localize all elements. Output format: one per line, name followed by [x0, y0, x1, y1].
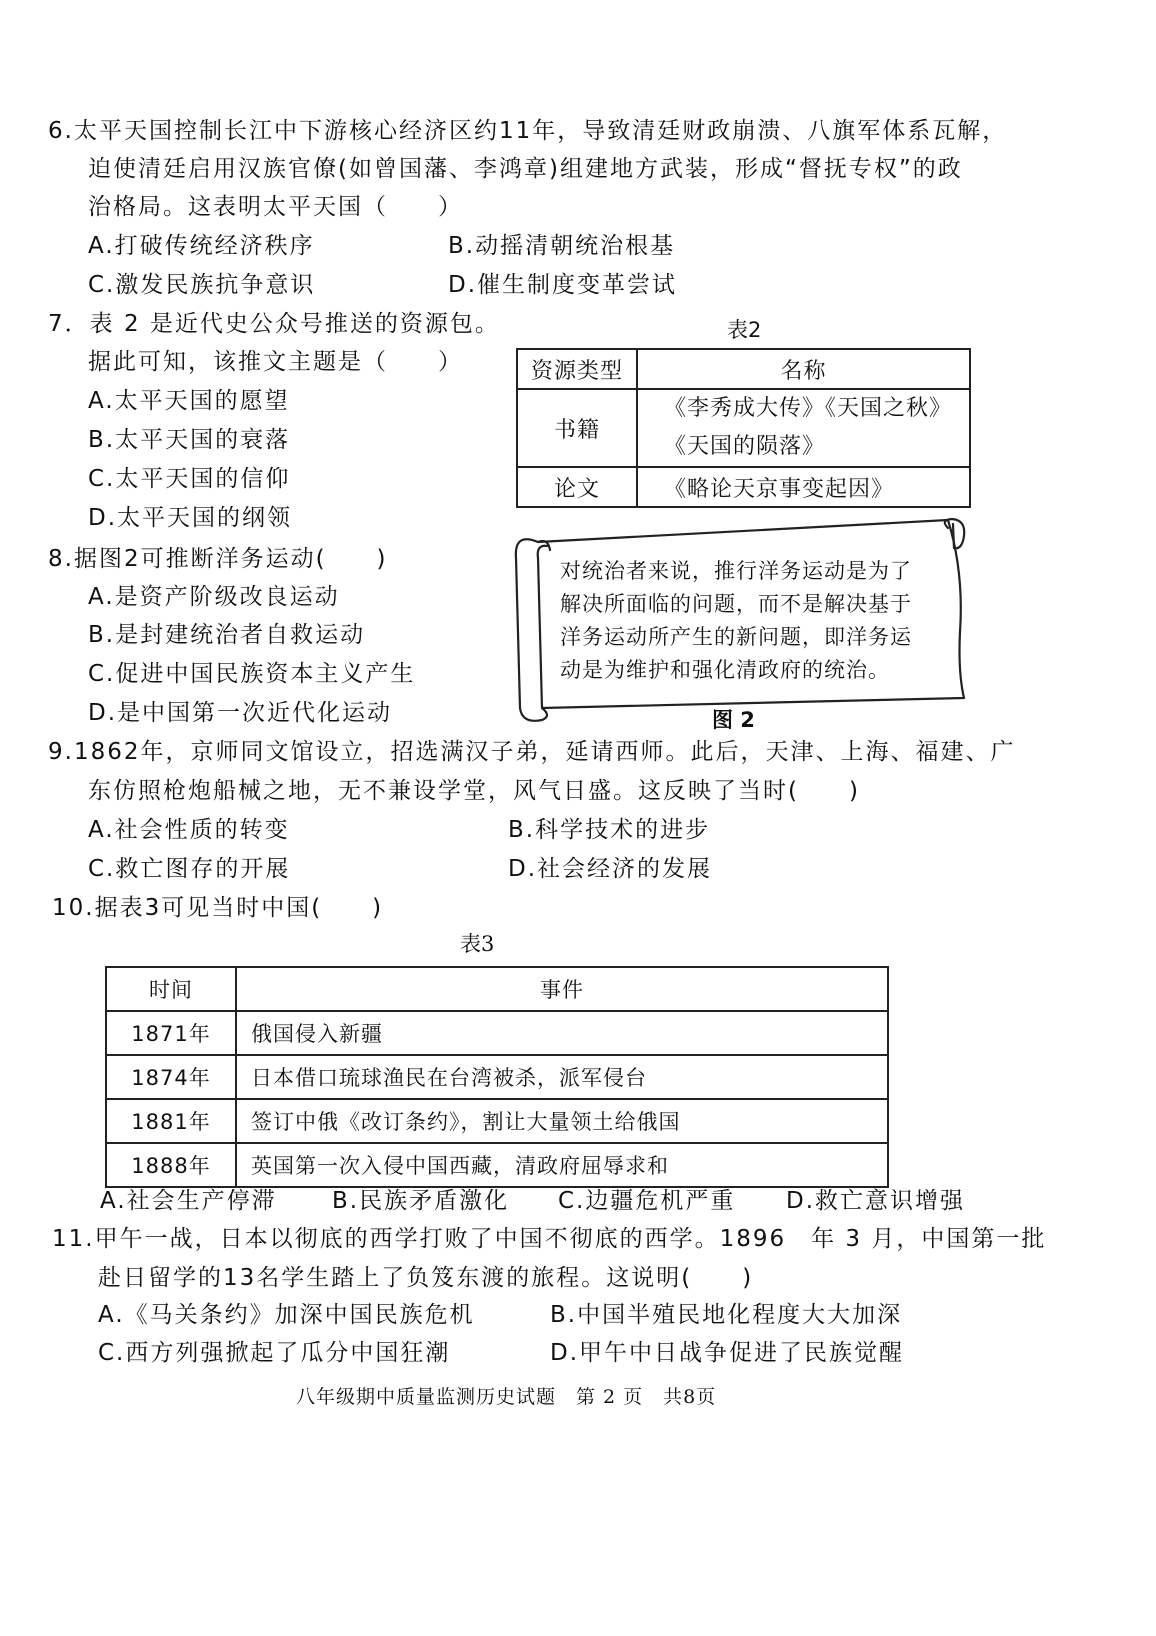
table-row: [106, 1143, 888, 1187]
q11-option-d: D.甲午中日战争促进了民族觉醒: [550, 1340, 905, 1366]
q9-option-c: C.救亡图存的开展: [88, 856, 291, 882]
q11-stem-line2: 赴日留学的13名学生踏上了负笈东渡的旅程。这说明( ): [98, 1265, 754, 1291]
q8-option-c: C.促进中国民族资本主义产生: [88, 661, 416, 687]
q9-option-a: A.社会性质的转变: [88, 817, 290, 843]
table3-year: 1871年: [106, 1011, 236, 1055]
q6-option-d: D.催生制度变革尝试: [448, 272, 678, 298]
table2-caption: 表2: [727, 318, 762, 342]
table3-year: 1874年: [106, 1055, 236, 1099]
q6-stem-line1: 6.太平天国控制长江中下游核心经济区约11年，导致清廷财政崩溃、八旗军体系瓦解，: [48, 118, 1008, 144]
q6-option-b: B.动摇清朝统治根基: [448, 233, 676, 259]
table2-header-name: 名称: [637, 349, 970, 389]
q6-stem-line2: 迫使清廷启用汉族官僚(如曾国藩、李鸿章)组建地方武装，形成“督抚专权”的政: [88, 156, 963, 182]
q9-option-d: D.社会经济的发展: [508, 856, 713, 882]
figure2-line4: 动是为维护和强化清政府的统治。: [560, 658, 890, 682]
q7-stem-line1: 7．表 2 是近代史公众号推送的资源包。: [48, 311, 500, 337]
q7-option-b: B.太平天国的衰落: [88, 427, 291, 453]
q11-option-c: C.西方列强掀起了瓜分中国狂潮: [98, 1340, 451, 1366]
q6-stem-line3: 治格局。这表明太平天国（ ）: [88, 194, 463, 220]
table2-papers-name: 《略论天京事变起因》: [637, 467, 970, 507]
table3-header-time: 时间: [106, 967, 236, 1011]
table2-header-type: 资源类型: [517, 349, 637, 389]
table3-header-event: 事件: [236, 967, 888, 1011]
q9-option-b: B.科学技术的进步: [508, 817, 711, 843]
table2-books-line1: 《李秀成大传》《天国之秋》: [664, 396, 953, 421]
q6-option-a: A.打破传统经济秩序: [88, 233, 315, 259]
events-table: [105, 966, 889, 1188]
q11-option-b: B.中国半殖民地化程度大大加深: [550, 1302, 903, 1328]
q7-option-c: C.太平天国的信仰: [88, 466, 291, 492]
table3-caption: 表3: [460, 932, 495, 956]
q7-option-d: D.太平天国的纲领: [88, 505, 293, 531]
table2-books-line2: 《天国的陨落》: [664, 434, 826, 459]
table3-event: 俄国侵入新疆: [236, 1011, 888, 1055]
table2-books-type: 书籍: [517, 389, 637, 467]
q11-stem-line1: 11.甲午一战，日本以彻底的西学打败了中国不彻底的西学。1896 年 3 月，中国第一批: [52, 1226, 1047, 1252]
q8-option-b: B.是封建统治者自救运动: [88, 622, 366, 648]
figure2-line2: 解决所面临的问题，而不是解决基于: [560, 592, 912, 616]
table3-year: 1888年: [106, 1143, 236, 1187]
page-footer: 八年级期中质量监测历史试题 第 2 页 共8页: [296, 1386, 717, 1408]
q10-option-d: D.救亡意识增强: [786, 1188, 966, 1214]
q10-option-c: C.边疆危机严重: [558, 1188, 736, 1214]
q10-stem: 10.据表3可见当时中国( ): [52, 895, 384, 921]
q8-stem: 8.据图2可推断洋务运动( ): [48, 546, 388, 572]
q10-option-b: B.民族矛盾激化: [332, 1188, 510, 1214]
figure2-line3: 洋务运动所产生的新问题，即洋务运: [560, 625, 912, 649]
figure2-quote: [560, 555, 912, 687]
q8-option-a: A.是资产阶级改良运动: [88, 584, 340, 610]
table-row: [106, 1099, 888, 1143]
q10-option-a: A.社会生产停滞: [100, 1188, 277, 1214]
q8-option-d: D.是中国第一次近代化运动: [88, 700, 393, 726]
table3-event: 签订中俄《改订条约》，割让大量领土给俄国: [236, 1099, 888, 1143]
table3-event: 英国第一次入侵中国西藏，清政府屈辱求和: [236, 1143, 888, 1187]
table-row: [106, 1011, 888, 1055]
table3-year: 1881年: [106, 1099, 236, 1143]
figure2-line1: 对统治者来说，推行洋务运动是为了: [560, 559, 912, 583]
resource-table: [516, 348, 971, 508]
table-row: [106, 1055, 888, 1099]
q6-option-c: C.激发民族抗争意识: [88, 272, 316, 298]
figure2-caption: 图 2: [712, 708, 755, 732]
q9-stem-line2: 东仿照枪炮船械之地，无不兼设学堂，风气日盛。这反映了当时( ): [88, 778, 860, 804]
q11-option-a: A.《马关条约》加深中国民族危机: [98, 1302, 475, 1328]
q7-option-a: A.太平天国的愿望: [88, 388, 290, 414]
table3-event: 日本借口琉球渔民在台湾被杀，派军侵台: [236, 1055, 888, 1099]
q7-stem-line2: 据此可知，该推文主题是（ ）: [88, 349, 463, 375]
table2-papers-type: 论文: [517, 467, 637, 507]
table2-books-names: [637, 389, 970, 467]
q9-stem-line1: 9.1862年，京师同文馆设立，招选满汉子弟，延请西师。此后，天津、上海、福建、广: [48, 739, 1016, 765]
